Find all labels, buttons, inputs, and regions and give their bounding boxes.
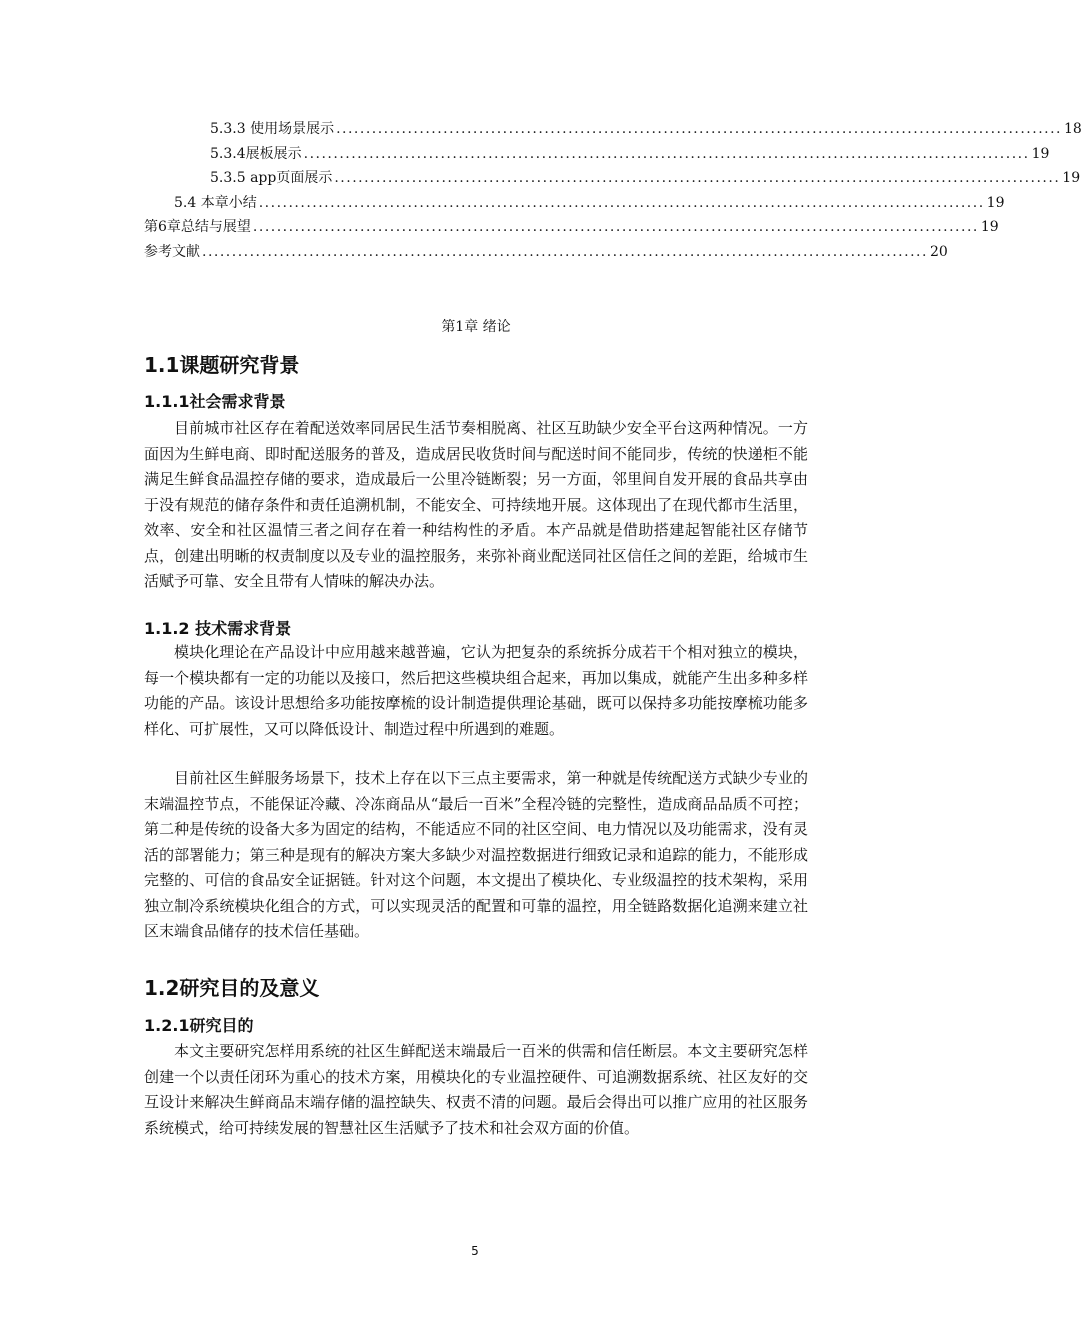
toc-leader-dots: .......................................................................................................................... xyxy=(334,170,1061,186)
toc-entry-5-4[interactable] xyxy=(144,191,1005,216)
toc-leader-dots: .......................................................................................................................... xyxy=(258,194,985,211)
toc-entry-5-3-4[interactable] xyxy=(144,142,1050,167)
section-heading-1-2-1: 1.2.1研究目的 xyxy=(144,1016,254,1035)
toc-entry-page: 19 xyxy=(980,219,999,235)
table-of-contents xyxy=(144,117,1082,264)
toc-entry-title: 第6章总结与展望 xyxy=(144,219,251,235)
toc-entry-references[interactable] xyxy=(144,240,948,265)
toc-entry-5-3-3[interactable] xyxy=(144,117,1082,142)
toc-entry-page: 19 xyxy=(1062,170,1081,186)
toc-leader-dots: .......................................................................................................................... xyxy=(252,219,979,235)
toc-entry-title: 5.3.4展板展示 xyxy=(210,145,302,162)
section-heading-1-1-2: 1.1.2 技术需求背景 xyxy=(144,619,292,638)
toc-entry-title: 参考文献 xyxy=(144,243,200,260)
chapter-title: 第1章 绪论 xyxy=(441,319,511,335)
toc-entry-title: 5.3.3 使用场景展示 xyxy=(210,121,335,137)
section-heading-1-2: 1.2研究目的及意义 xyxy=(144,976,320,1000)
paragraph-social-demand: 目前城市社区存在着配送效率同居民生活节奏相脱离、社区互助缺少安全平台这两种情况。一方面因为生鲜电商、即时配送服务的普及，造成居民收货时间与配送时间不能同步，传统的快递柜不能满足生鲜食品温控存储的要求，造成最后一公里冷链断裂；另一方面，邻里间自发开展的食品共享由于没有规范的储存条件和责任追溯机制，不能安全、可持续地开展。这体现出了在现代都市生活里，效率、安全和社区温情三者之间存在着一种结构性的矛盾。本产品就是借助搭建起智能社区存储节点，创建出明晰的权责制度以及专业的温控服务，来弥补商业配送同社区信任之间的差距，给城市生活赋予可靠、安全且带有人情味的解决办法。 xyxy=(144,419,808,590)
toc-entry-chapter-6[interactable] xyxy=(144,215,999,240)
toc-entry-5-3-5[interactable] xyxy=(144,166,1081,191)
toc-entry-page: 19 xyxy=(1031,145,1050,162)
section-heading-1-1-1: 1.1.1社会需求背景 xyxy=(144,392,286,411)
toc-entry-page: 20 xyxy=(929,243,948,260)
paragraph-technical-needs: 目前社区生鲜服务场景下，技术上存在以下三点主要需求，第一种就是传统配送方式缺少专业的末端温控节点，不能保证冷藏、冷冻商品从“最后一百米”全程冷链的完整性，造成商品品质不可控；第二种是传统的设备大多为固定的结构，不能适应不同的社区空间、电力情况以及功能需求，没有灵活的部署能力；第三种是现有的解决方案大多缺少对温控数据进行细致记录和追踪的能力，不能形成完整的、可信的食品安全证据链。针对这个问题，本文提出了模块化、专业级温控的技术架构，采用独立制冷系统模块化组合的方式，可以实现灵活的配置和可靠的温控，用全链路数据化追溯来建立社区末端食品储存的技术信任基础。 xyxy=(144,769,808,940)
toc-entry-title: 5.4 本章小结 xyxy=(174,194,257,211)
section-heading-1-1: 1.1课题研究背景 xyxy=(144,353,300,377)
toc-entry-page: 19 xyxy=(986,194,1005,211)
toc-leader-dots: .......................................................................................................................... xyxy=(202,243,928,260)
page-number: 5 xyxy=(471,1244,479,1258)
toc-leader-dots: .......................................................................................................................... xyxy=(303,145,1030,162)
toc-entry-page: 18 xyxy=(1064,121,1082,137)
toc-entry-title: 5.3.5 app页面展示 xyxy=(210,170,333,186)
paragraph-modular-theory: 模块化理论在产品设计中应用越来越普遍，它认为把复杂的系统拆分成若干个相对独立的模块，每一个模块都有一定的功能以及接口，然后把这些模块组合起来，再加以集成，就能产生出多种多样功能的产品。该设计思想给多功能按摩梳的设计制造提供理论基础，既可以保持多功能按摩梳功能多样化、可扩展性，又可以降低设计、制造过程中所遇到的难题。 xyxy=(144,643,808,738)
toc-leader-dots: .......................................................................................................................... xyxy=(336,121,1063,137)
paragraph-research-purpose: 本文主要研究怎样用系统的社区生鲜配送末端最后一百米的供需和信任断层。本文主要研究怎样创建一个以责任闭环为重心的技术方案，用模块化的专业温控硬件、可追溯数据系统、社区友好的交互设计来解决生鲜商品末端存储的温控缺失、权责不清的问题。最后会得出可以推广应用的社区服务系统模式，给可持续发展的智慧社区生活赋予了技术和社会双方面的价值。 xyxy=(144,1042,808,1137)
